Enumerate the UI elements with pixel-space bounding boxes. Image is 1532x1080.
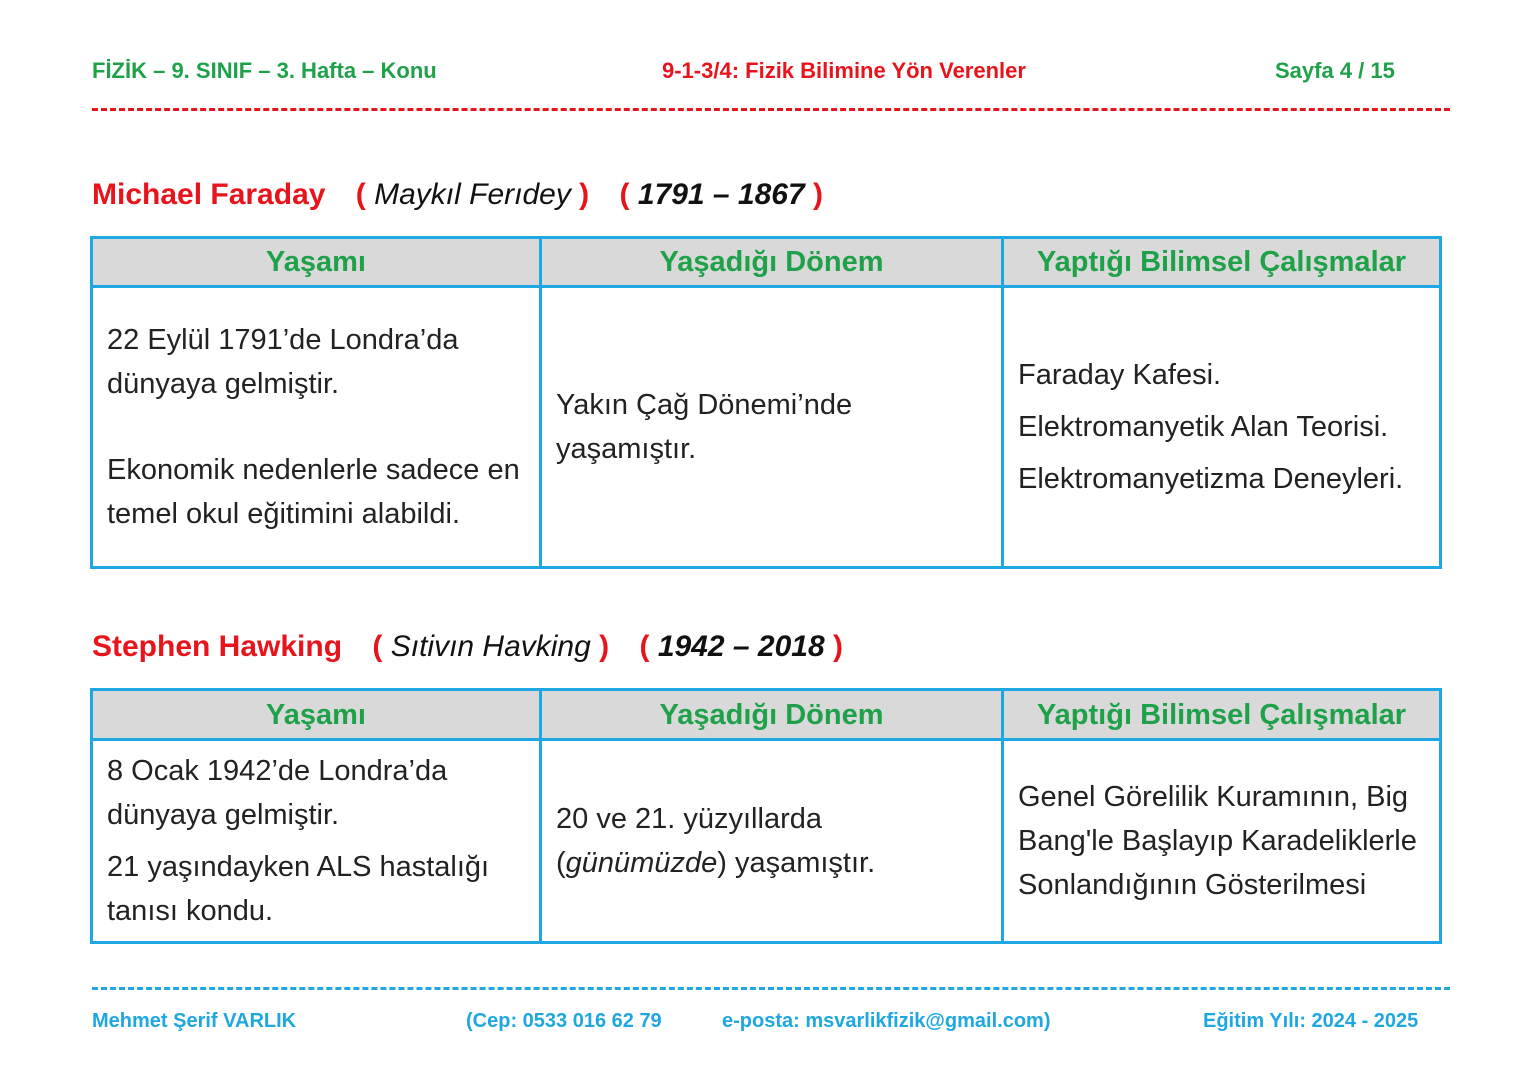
col-header: Yaşamı bbox=[92, 690, 541, 740]
col-header: Yaşadığı Dönem bbox=[541, 690, 1003, 740]
faraday-table bbox=[90, 236, 1442, 569]
work-text: Elektromanyetizma Deneyleri. bbox=[1018, 463, 1404, 495]
scientist-name: Stephen Hawking bbox=[92, 630, 343, 663]
life-text: Ekonomik nedenlerle sadece en temel okul eğitimini alabildi. bbox=[107, 454, 520, 530]
header-divider bbox=[92, 108, 1450, 111]
life-text: 8 Ocak 1942’de Londra’da dünyaya gelmiştir. bbox=[107, 755, 448, 831]
header-topic: 9-1-3/4: Fizik Bilimine Yön Verenler bbox=[662, 58, 1026, 83]
work-text: Elektromanyetik Alan Teorisi. bbox=[1018, 411, 1389, 443]
header-course: FİZİK – 9. SINIF – 3. Hafta – Konu bbox=[92, 58, 437, 83]
col-header: Yaptığı Bilimsel Çalışmalar bbox=[1003, 690, 1441, 740]
hawking-title: Stephen Hawking ( Sıtivın Havking ) ( 1942 – 2018 ) bbox=[92, 630, 843, 663]
pronunciation: Maykıl Ferıdey bbox=[374, 178, 571, 211]
life-text: 22 Eylül 1791’de Londra’da dünyaya gelmiştir. bbox=[107, 324, 459, 400]
col-header: Yaşadığı Dönem bbox=[541, 238, 1003, 287]
era-text: Yakın Çağ Dönemi’nde yaşamıştır. bbox=[556, 389, 853, 465]
pronunciation: Sıtivın Havking bbox=[390, 630, 591, 663]
era-text: 20 ve 21. yüzyıllarda (günümüzde) yaşamıştır. bbox=[556, 803, 876, 879]
hawking-table bbox=[90, 688, 1442, 944]
col-header: Yaşamı bbox=[92, 238, 541, 287]
scientist-name: Michael Faraday bbox=[92, 178, 326, 211]
header-page: Sayfa 4 / 15 bbox=[1275, 58, 1395, 83]
col-header: Yaptığı Bilimsel Çalışmalar bbox=[1003, 238, 1441, 287]
footer-divider bbox=[92, 987, 1450, 990]
footer-year: Eğitim Yılı: 2024 - 2025 bbox=[1203, 1010, 1419, 1032]
faraday-title: Michael Faraday ( Maykıl Ferıdey ) ( 1791 – 1867 ) bbox=[92, 178, 823, 211]
work-text: Genel Görelilik Kuramının, Big Bang'le Başlayıp Karadeliklerle Sonlandığının Gösterilmesi bbox=[1018, 781, 1417, 901]
life-text: 21 yaşındayken ALS hastalığı tanısı kondu. bbox=[107, 851, 490, 927]
years: 1942 – 2018 bbox=[657, 630, 825, 663]
footer-author: Mehmet Şerif VARLIK bbox=[92, 1010, 297, 1032]
footer-phone: (Cep: 0533 016 62 79 bbox=[466, 1010, 662, 1032]
years: 1791 – 1867 bbox=[637, 178, 805, 211]
work-text: Faraday Kafesi. bbox=[1018, 359, 1222, 391]
footer-email[interactable]: e-posta: msvarlikfizik@gmail.com) bbox=[722, 1010, 1051, 1032]
